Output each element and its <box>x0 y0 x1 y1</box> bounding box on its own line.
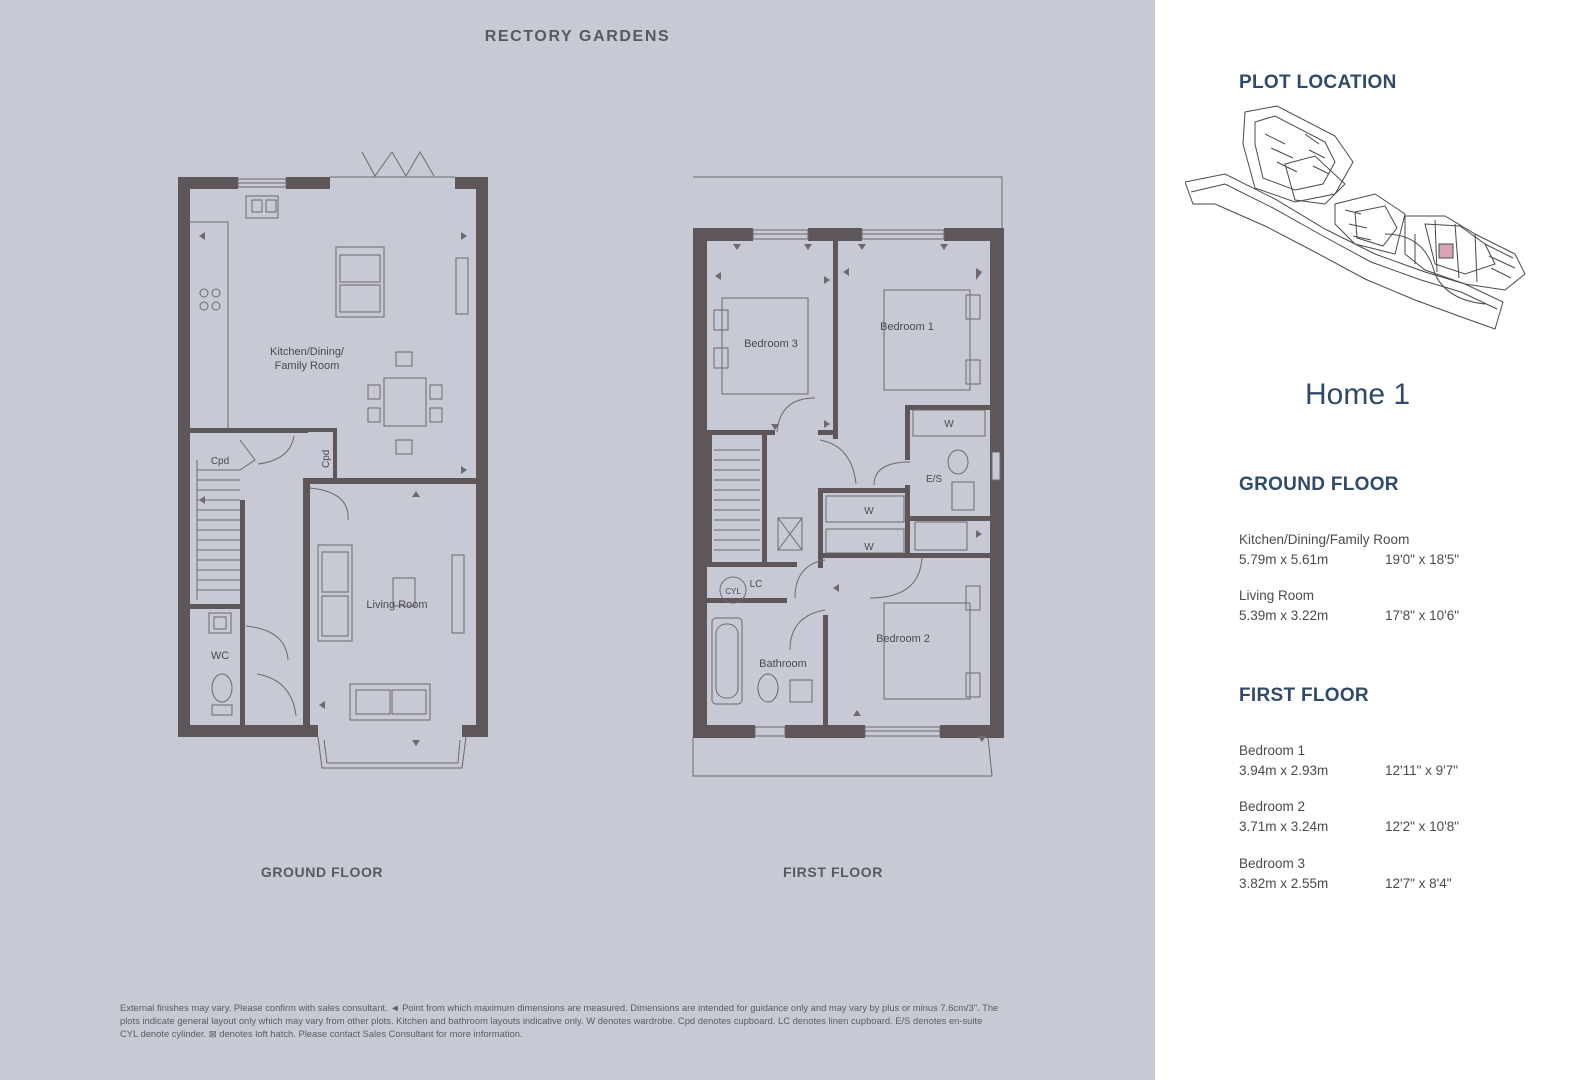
room-spec-metric: 5.79m x 5.61m <box>1239 552 1329 567</box>
room-spec-name: Bedroom 2 <box>1239 799 1306 814</box>
room-spec-living <box>1239 586 1539 626</box>
room-spec-imperial: 17'8" x 10'6" <box>1385 608 1460 623</box>
plot-location-heading: PLOT LOCATION <box>1239 72 1397 93</box>
bedroom-1-label: Bedroom 1 <box>880 321 934 333</box>
room-spec-bedroom-3 <box>1239 854 1539 894</box>
linen-cupboard-label: LC <box>749 579 763 590</box>
site-location-map <box>1185 104 1530 349</box>
room-spec-metric: 3.94m x 2.93m <box>1239 763 1329 778</box>
room-spec-metric: 3.71m x 3.24m <box>1239 819 1329 834</box>
room-spec-imperial: 19'0" x 18'5" <box>1385 552 1460 567</box>
bathroom-label: Bathroom <box>759 658 807 670</box>
first-floor-caption: FIRST FLOOR <box>783 864 883 880</box>
home-title: Home 1 <box>1305 378 1411 411</box>
room-spec-imperial: 12'7" x 8'4" <box>1385 876 1452 891</box>
disclaimer-text: External finishes may vary. Please confirm with sales consultant. ◄ Point from which maximum dimensions are measured. Dimensions are intended for guidance only and may vary by plus or minus 7.6cm/3". The plots indicate general layout only which may vary from other plots. Kitchen and bathroom layouts indicative only. W denotes wardrobe. Cpd denotes cupboard. LC denotes linen cupboard. E/S denotes en-suite CYL denote cylinder. ⊠ denotes loft hatch. Please contact Sales Consultant for more information. <box>120 1002 999 1039</box>
ground-floor-heading: GROUND FLOOR <box>1239 474 1399 495</box>
ground-floor-caption: GROUND FLOOR <box>260 864 384 880</box>
room-spec-imperial: 12'11" x 9'7" <box>1385 763 1459 778</box>
ground-floor-plan <box>178 152 488 768</box>
kitchen-label-line2: Family Room <box>274 360 340 372</box>
room-spec-bedroom-1 <box>1239 741 1539 781</box>
room-spec-imperial: 12'2" x 10'8" <box>1385 819 1460 834</box>
first-floor-heading: FIRST FLOOR <box>1239 685 1369 706</box>
wardrobe-label-2: W <box>864 506 874 517</box>
bedroom-2-label: Bedroom 2 <box>876 633 930 645</box>
kitchen-label-line1: Kitchen/Dining/ <box>270 346 344 358</box>
room-spec-name: Bedroom 1 <box>1239 743 1306 758</box>
wardrobe-label-1: W <box>944 419 954 430</box>
plot-highlight <box>1439 244 1453 258</box>
cupboard-label-right: Cpd <box>321 449 332 468</box>
bedroom-3-label: Bedroom 3 <box>744 338 798 350</box>
first-floor-plan <box>693 177 1004 776</box>
cupboard-label-left: Cpd <box>210 456 230 467</box>
wc-label: WC <box>210 650 230 662</box>
room-spec-name: Bedroom 3 <box>1239 856 1306 871</box>
en-suite-label: E/S <box>925 474 943 485</box>
room-spec-kitchen <box>1239 530 1539 570</box>
living-room-label: Living Room <box>366 599 428 611</box>
wardrobe-label-3: W <box>864 542 874 553</box>
info-panel <box>1155 0 1575 1080</box>
room-spec-name: Kitchen/Dining/Family Room <box>1239 532 1410 547</box>
project-title: RECTORY GARDENS <box>484 28 671 45</box>
room-spec-metric: 3.82m x 2.55m <box>1239 876 1329 891</box>
room-spec-metric: 5.39m x 3.22m <box>1239 608 1329 623</box>
room-spec-bedroom-2 <box>1239 797 1539 837</box>
room-spec-name: Living Room <box>1239 588 1315 603</box>
cylinder-label: CYL <box>725 587 741 596</box>
